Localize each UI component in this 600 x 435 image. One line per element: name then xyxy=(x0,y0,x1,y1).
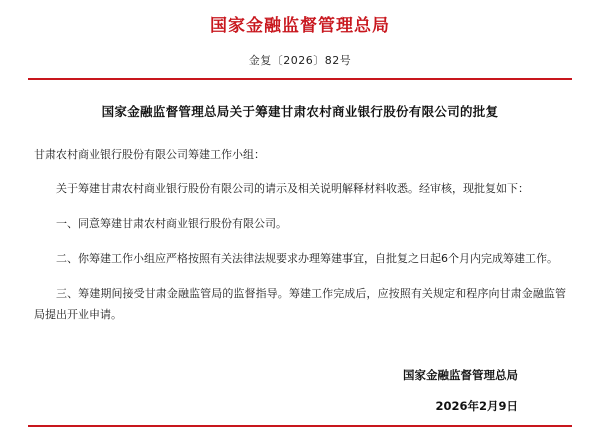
document-body xyxy=(0,102,600,415)
document-paragraph-4: 三、筹建期间接受甘肃金融监管局的监督指导。筹建工作完成后，应按照有关规定和程序向甘肃金融监管局提出开业申请。 xyxy=(34,287,566,321)
header-divider xyxy=(28,78,572,80)
signature-organization: 国家金融监督管理总局 xyxy=(403,368,518,382)
footer-divider xyxy=(28,425,572,427)
document-title: 国家金融监督管理总局关于筹建甘肃农村商业银行股份有限公司的批复 xyxy=(101,104,499,119)
document-number: 金复〔2026〕82号 xyxy=(248,54,352,67)
issuing-organization-title: 国家金融监督管理总局 xyxy=(210,16,390,36)
document-paragraph-3: 二、你筹建工作小组应严格按照有关法律法规要求办理筹建事宜，自批复之日起6个月内完成筹建工作。 xyxy=(56,252,558,265)
document-paragraph-2: 一、同意筹建甘肃农村商业银行股份有限公司。 xyxy=(56,217,287,230)
document-header xyxy=(0,0,600,38)
signature-block xyxy=(34,365,566,415)
document-paragraph-1: 关于筹建甘肃农村商业银行股份有限公司的请示及相关说明解释材料收悉。经审核，现批复如下： xyxy=(56,182,529,195)
document-addressee: 甘肃农村商业银行股份有限公司筹建工作小组： xyxy=(34,148,265,161)
signature-date: 2026年2月9日 xyxy=(435,399,518,413)
